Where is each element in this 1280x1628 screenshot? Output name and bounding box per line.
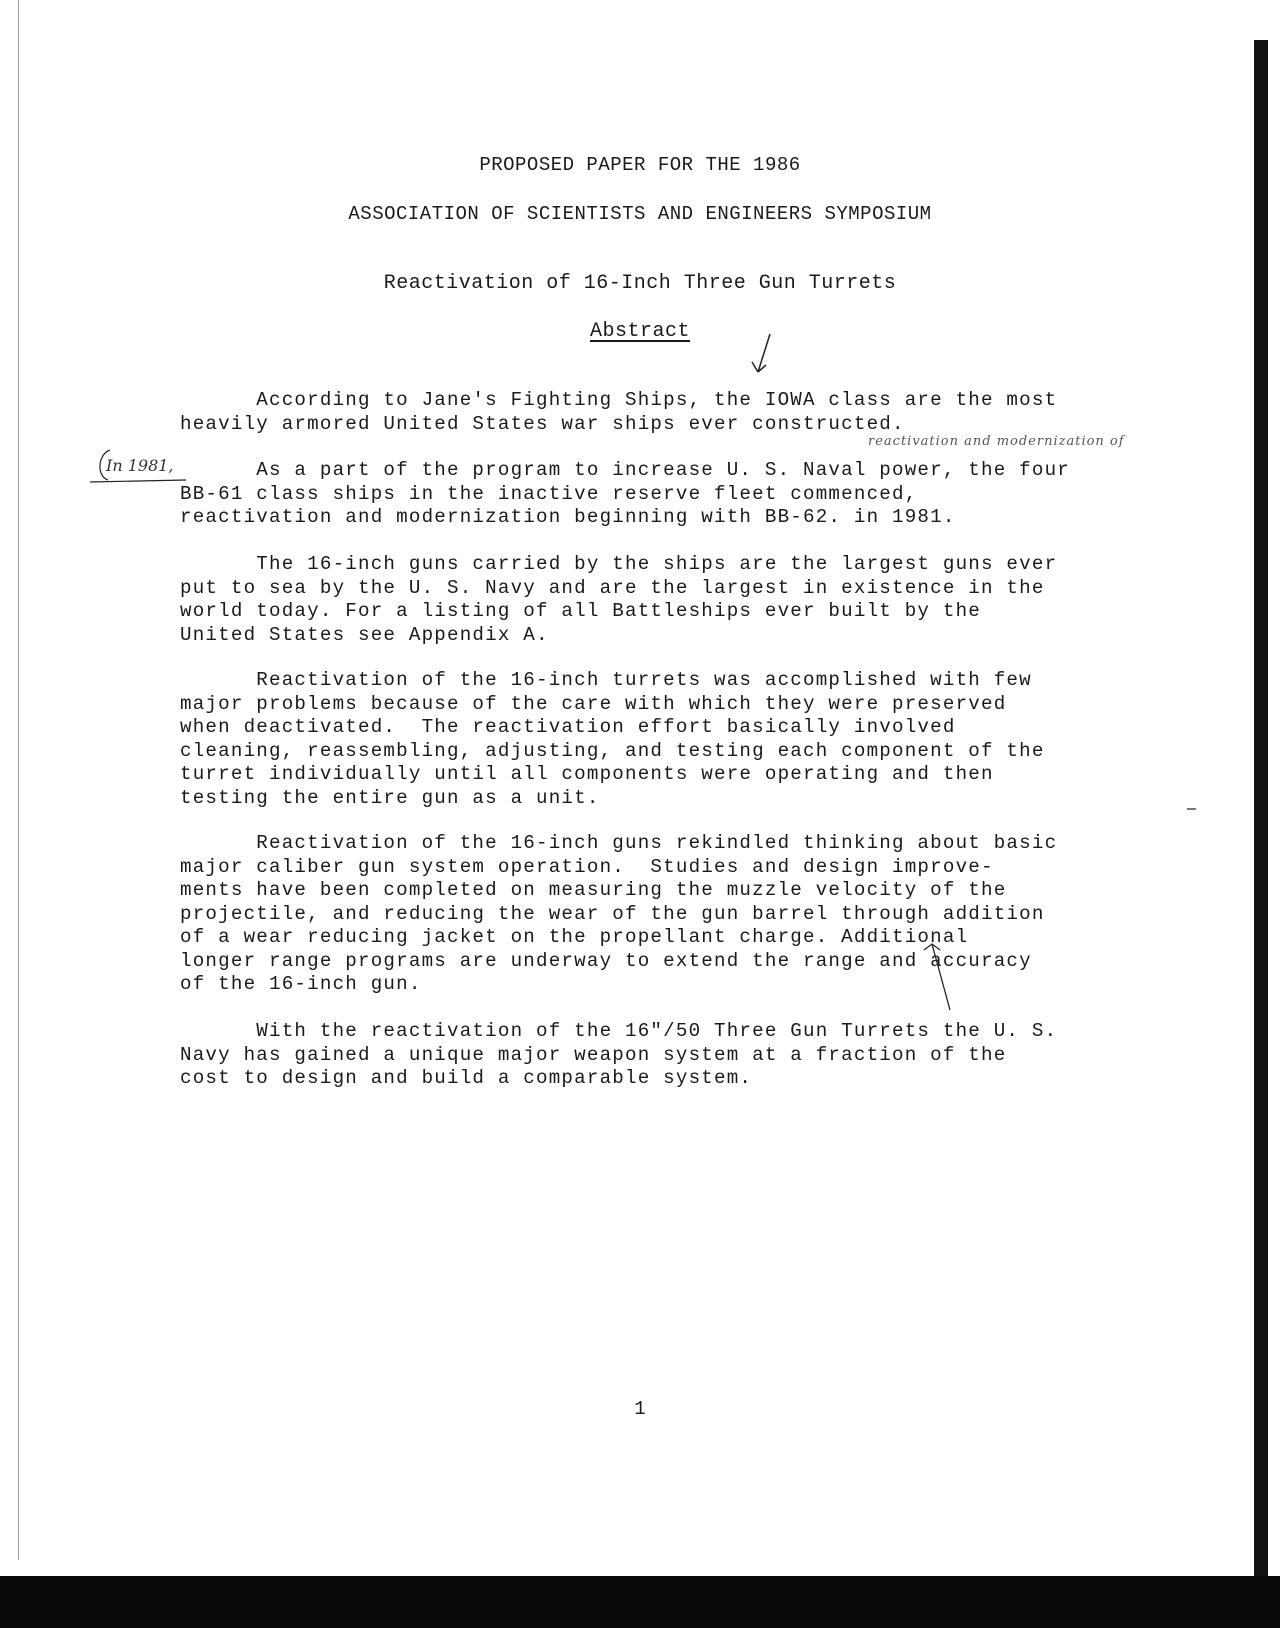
paper-title: Reactivation of 16-Inch Three Gun Turrets [383,272,897,295]
abstract-heading [0,320,1280,343]
header-line-1: PROPOSED PAPER FOR THE 1986 [479,154,801,176]
edit-caret-icon [920,940,960,1020]
right-scan-border [1254,40,1268,1580]
margin-dash-icon [1186,806,1198,812]
handwritten-note-right: reactivation and modernization of [868,434,1125,449]
abstract-paragraph-3: The 16-inch guns carried by the ships are the largest guns ever put to sea by the U. S. Navy and are the largest in existence in the world today. For a listing of all Battleships ever built by the United States see Appendix A. [180,553,1058,646]
abstract-paragraph-6: With the reactivation of the 16"/50 Three Gun Turrets the U. S. Navy has gained a unique major weapon system at a fraction of the cost to design and build a comparable system. [180,1020,1058,1089]
left-edge-rule [18,0,19,1560]
page-number: 1 [634,1398,646,1420]
abstract-paragraph-4: Reactivation of the 16-inch turrets was accomplished with few major problems because of the care with which they were preserved when deactivated. The reactivation effort basically involved cleaning, reassembling, adjusting, and testing each component of the turret individually until all components were operating and then testing the entire gun as a unit. [180,669,1045,809]
abstract-paragraph-2: As a part of the program to increase U. S. Naval power, the four BB-61 class ships in the inactive reserve fleet commenced, reactivation and modernization beginning with BB-62. in 1981. [180,459,1071,528]
bottom-scan-border [0,1576,1280,1628]
insertion-arrow-icon [748,332,778,378]
header-line-2: ASSOCIATION OF SCIENTISTS AND ENGINEERS SYMPOSIUM [348,203,932,225]
abstract-paragraph-5: Reactivation of the 16-inch guns rekindled thinking about basic major caliber gun system operation. Studies and design improve- ments have been completed on measuring the muzzle velocity of the projectile, and reducing the wear of the gun barrel through addition of a wear reducing jacket on the propellant charge. Additional longer range programs are underway to extend the range and accuracy of the 16-inch gun. [180,832,1058,995]
note-bracket-icon [88,446,188,486]
abstract-paragraph-1: According to Jane's Fighting Ships, the IOWA class are the most heavily armored United States war ships ever constructed. [180,389,1058,435]
handwritten-note-left: In 1981, [106,456,174,475]
abstract-heading-text: Abstract [589,320,690,343]
